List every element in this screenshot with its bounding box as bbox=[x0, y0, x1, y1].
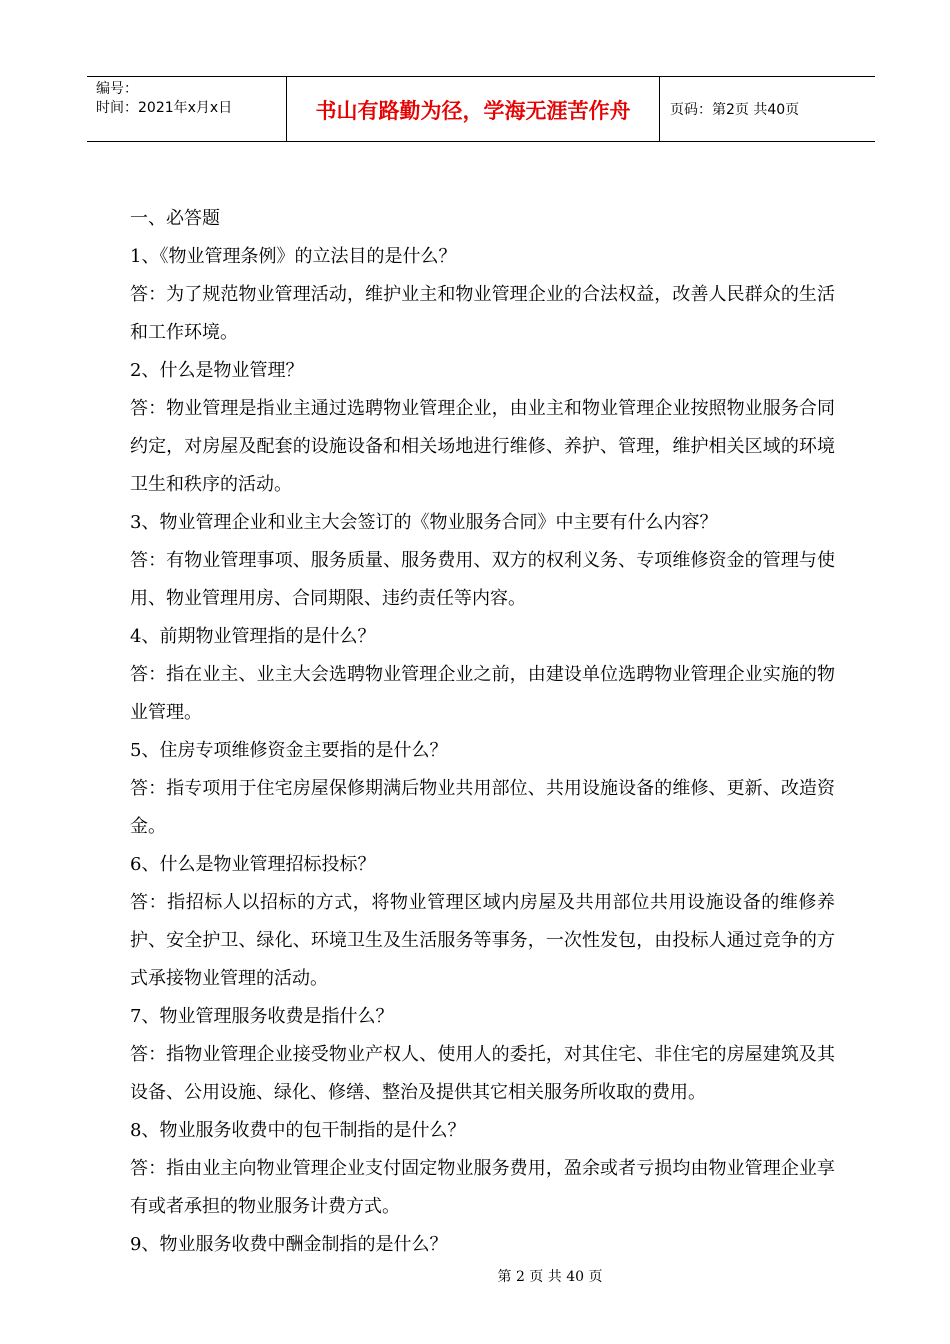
question-3: 3、物业管理企业和业主大会签订的《物业服务合同》中主要有什么内容？ bbox=[130, 512, 718, 533]
header-meta-cell bbox=[87, 77, 287, 141]
qa-item-5 bbox=[130, 732, 835, 846]
page-footer: 第 2 页 共 40 页 bbox=[497, 1269, 603, 1285]
document-body bbox=[130, 200, 835, 1264]
qa-item-7 bbox=[130, 998, 835, 1112]
answer-4: 答：指在业主、业主大会选聘物业管理企业之前，由建设单位选聘物业管理企业实施的物业管理。 bbox=[130, 664, 835, 723]
question-2: 2、什么是物业管理？ bbox=[130, 360, 304, 381]
question-8: 8、物业服务收费中的包干制指的是什么？ bbox=[130, 1120, 466, 1141]
qa-item-4 bbox=[130, 618, 835, 732]
question-5: 5、住房专项维修资金主要指的是什么？ bbox=[130, 740, 448, 761]
question-1: 1、《物业管理条例》的立法目的是什么？ bbox=[130, 246, 457, 267]
header-page-label: 页码：第2页 共40页 bbox=[670, 102, 800, 118]
header-motto: 书山有路勤为径，学海无涯苦作舟 bbox=[287, 77, 660, 141]
answer-5: 答：指专项用于住宅房屋保修期满后物业共用部位、共用设施设备的维修、更新、改造资金。 bbox=[130, 778, 835, 837]
answer-8: 答：指由业主向物业管理企业支付固定物业服务费用，盈余或者亏损均由物业管理企业享有或者承担的物业服务计费方式。 bbox=[130, 1158, 835, 1217]
section-title: 一、必答题 bbox=[130, 208, 220, 229]
question-4: 4、前期物业管理指的是什么？ bbox=[130, 626, 376, 647]
qa-item-3 bbox=[130, 504, 835, 618]
qa-item-9 bbox=[130, 1226, 835, 1264]
qa-item-8 bbox=[130, 1112, 835, 1226]
question-6: 6、什么是物业管理招标投标？ bbox=[130, 854, 376, 875]
answer-3: 答：有物业管理事项、服务质量、服务费用、双方的权利义务、专项维修资金的管理与使用、物业管理用房、合同期限、违约责任等内容。 bbox=[130, 550, 835, 609]
document-time-label: 时间：2021年x月x日 bbox=[96, 100, 233, 116]
question-7: 7、物业管理服务收费是指什么？ bbox=[130, 1006, 394, 1027]
answer-6: 答：指招标人以招标的方式，将物业管理区域内房屋及共用部位共用设施设备的维修养护、安全护卫、绿化、环境卫生及生活服务等事务，一次性发包，由投标人通过竞争的方式承接物业管理的活动。 bbox=[130, 892, 835, 989]
document-number-label: 编号： bbox=[96, 81, 138, 97]
answer-2: 答：物业管理是指业主通过选聘物业管理企业，由业主和物业管理企业按照物业服务合同约定，对房屋及配套的设施设备和相关场地进行维修、养护、管理，维护相关区域的环境卫生和秩序的活动。 bbox=[130, 398, 835, 495]
answer-7: 答：指物业管理企业接受物业产权人、使用人的委托，对其住宅、非住宅的房屋建筑及其设备、公用设施、绿化、修缮、整治及提供其它相关服务所收取的费用。 bbox=[130, 1044, 835, 1103]
question-9: 9、物业服务收费中酬金制指的是什么？ bbox=[130, 1234, 448, 1255]
qa-item-2 bbox=[130, 352, 835, 504]
answer-1: 答：为了规范物业管理活动，维护业主和物业管理企业的合法权益，改善人民群众的生活和工作环境。 bbox=[130, 284, 835, 343]
page-header bbox=[87, 76, 875, 142]
qa-item-6 bbox=[130, 846, 835, 998]
qa-item-1 bbox=[130, 238, 835, 352]
